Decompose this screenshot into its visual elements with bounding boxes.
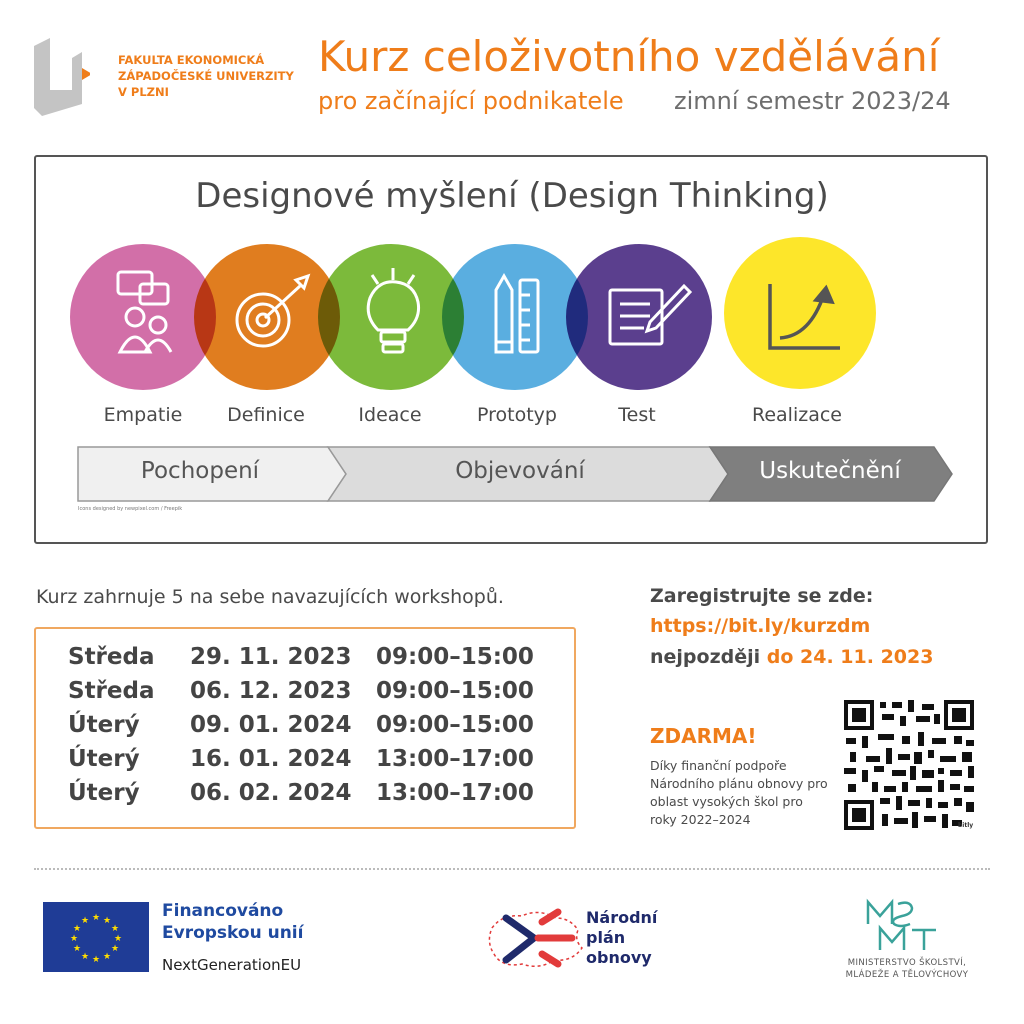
faculty-name: FAKULTA EKONOMICKÁ ZÁPADOČESKÉ UNIVERZITY V PLZNI	[118, 53, 294, 99]
icon-credits: Icons designed by newpixel.com / Freepik	[78, 506, 183, 512]
svg-text:★: ★	[91, 955, 101, 965]
eu-funding-line1: Financováno	[162, 901, 284, 921]
registration-deadline: nejpozději do 24. 11. 2023	[650, 646, 934, 668]
free-badge: ZDARMA!	[650, 724, 757, 748]
svg-text:★: ★	[72, 944, 82, 954]
svg-text:★: ★	[110, 924, 120, 934]
funding-note: Díky finanční podpoře Národního plánu obnovy pro oblast vysokých škol pro roky 2022–2024	[650, 758, 828, 827]
registration-link[interactable]: https://bit.ly/kurzdm	[650, 615, 871, 637]
msmt-name-line1: MINISTERSTVO ŠKOLSTVÍ,	[847, 958, 967, 968]
semester-label: zimní semestr 2023/24	[674, 87, 951, 115]
schedule-row: Úterý 06. 02. 2024 13:00–17:00	[68, 780, 534, 806]
eu-funding-line3: NextGenerationEU	[162, 956, 302, 974]
svg-text:★: ★	[91, 913, 101, 923]
page-subtitle: pro začínající podnikatele	[318, 87, 624, 115]
phase-label-pochopeni: Pochopení	[140, 458, 260, 484]
section-divider	[34, 868, 990, 870]
qr-code[interactable]	[842, 698, 976, 832]
bitly-brand: bitly	[958, 822, 974, 829]
stage-label-empatie: Empatie	[103, 404, 183, 426]
svg-text:★: ★	[102, 916, 112, 926]
stage-circle-realizace	[724, 237, 876, 389]
diagram-title: Designové myšlení (Design Thinking)	[195, 176, 829, 216]
stage-label-prototyp: Prototyp	[477, 404, 557, 426]
registration-heading: Zaregistrujte se zde:	[650, 585, 874, 607]
schedule-row: Úterý 16. 01. 2024 13:00–17:00	[68, 746, 534, 772]
page-title: Kurz celoživotního vzdělávání	[318, 32, 940, 81]
eu-flag-icon	[43, 902, 149, 972]
svg-text:★: ★	[80, 916, 90, 926]
svg-text:★: ★	[72, 924, 82, 934]
msmt-logo-icon	[862, 898, 946, 954]
stage-label-realizace: Realizace	[752, 404, 842, 426]
svg-text:★: ★	[113, 934, 123, 944]
svg-text:★: ★	[110, 944, 120, 954]
eu-funding-line2: Evropskou unií	[162, 923, 304, 943]
svg-text:★: ★	[102, 952, 112, 962]
msmt-name-line2: MLÁDEŽE A TĚLOVÝCHOVY	[845, 970, 969, 980]
svg-text:★: ★	[69, 934, 79, 944]
npo-name: Národní plán obnovy	[586, 908, 658, 967]
npo-logo-icon	[486, 900, 586, 976]
schedule-row: Středa 06. 12. 2023 09:00–15:00	[68, 678, 534, 704]
stage-label-ideace: Ideace	[358, 404, 422, 426]
stage-label-test: Test	[618, 404, 656, 426]
svg-text:★: ★	[80, 952, 90, 962]
schedule-row: Úterý 09. 01. 2024 09:00–15:00	[68, 712, 534, 738]
phase-label-uskutecneni: Uskutečnění	[759, 458, 901, 484]
phase-label-objevovani: Objevování	[455, 458, 585, 484]
stage-label-definice: Definice	[227, 404, 305, 426]
course-intro: Kurz zahrnuje 5 na sebe navazujících workshopů.	[36, 586, 504, 608]
schedule-row: Středa 29. 11. 2023 09:00–15:00	[68, 644, 534, 670]
